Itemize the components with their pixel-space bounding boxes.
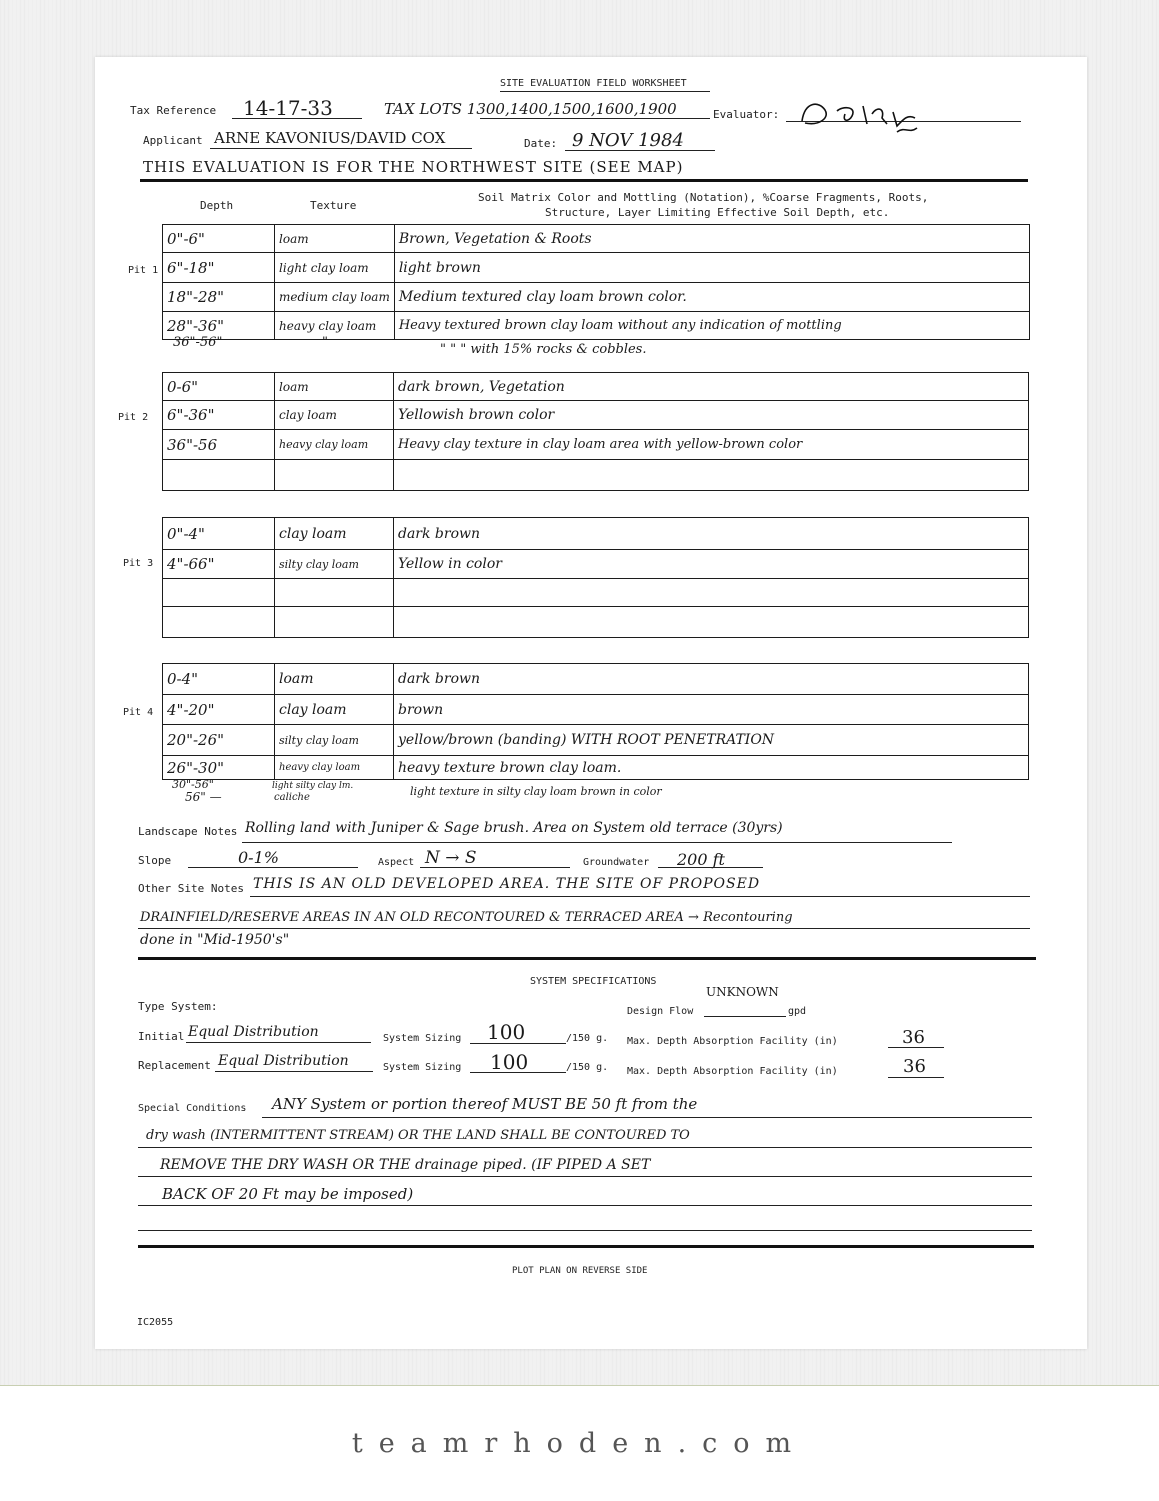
- slope-value: 0-1%: [238, 848, 279, 867]
- tax-reference-value: 14-17-33: [243, 96, 333, 120]
- pit-4-extra-depth-2: 56" —: [185, 790, 222, 804]
- applicant-value: ARNE KAVONIUS/DAVID COX: [214, 129, 446, 147]
- landscape-notes-value: Rolling land with Juniper & Sage brush. Area on System old terrace (30yrs): [245, 820, 783, 836]
- texture-cell: loam: [275, 225, 395, 253]
- other-site-notes-line-1: THIS IS AN OLD DEVELOPED AREA. THE SITE OF PROPOSED: [253, 876, 761, 892]
- table-row: [163, 401, 1029, 430]
- initial-sizing-unit: /150 g.: [566, 1033, 609, 1044]
- description-cell: yellow/brown (banding) WITH ROOT PENETRATION: [394, 725, 1029, 756]
- aspect-value: N → S: [425, 848, 477, 868]
- tax-lots-value: TAX LOTS 1300,1400,1500,1600,1900: [384, 100, 677, 118]
- depth-cell: 4"-66": [163, 550, 275, 579]
- table-row: [163, 225, 1030, 253]
- initial-sizing-value: 100: [487, 1020, 526, 1044]
- table-row: [163, 756, 1029, 780]
- initial-max-depth-label: Max. Depth Absorption Facility (in): [627, 1036, 838, 1047]
- footer-website[interactable]: teamrhoden.com: [351, 1428, 808, 1459]
- depth-cell: [163, 579, 275, 607]
- pit-3-label: Pit 3: [123, 558, 154, 569]
- texture-cell: loam: [275, 373, 394, 401]
- evaluator-signature: [797, 96, 947, 138]
- description-cell: Yellow in color: [394, 550, 1029, 579]
- description-cell: dark brown: [394, 518, 1029, 550]
- pit-4-extra-texture: light silty clay lm.: [272, 781, 354, 791]
- column-header-description-1: Soil Matrix Color and Mottling (Notation), %Coarse Fragments, Roots,: [478, 191, 929, 204]
- initial-value: Equal Distribution: [188, 1024, 319, 1040]
- depth-cell: 4"-20": [163, 695, 275, 725]
- special-conditions-label: Special Conditions: [138, 1103, 247, 1114]
- replacement-label: Replacement: [138, 1059, 211, 1072]
- table-row: [163, 312, 1030, 340]
- special-conditions-line-3: REMOVE THE DRY WASH OR THE drainage piped. (IF PIPED A SET: [160, 1157, 651, 1173]
- description-cell: [394, 460, 1029, 491]
- texture-cell: silty clay loam: [275, 550, 394, 579]
- texture-cell: heavy clay loam: [275, 430, 394, 460]
- other-site-notes-line-3: done in "Mid-1950's": [140, 932, 290, 948]
- description-cell: Yellowish brown color: [394, 401, 1029, 430]
- description-cell: heavy texture brown clay loam.: [394, 756, 1029, 780]
- texture-cell: heavy clay loam: [275, 756, 394, 780]
- pit-1-extra-description: " " " with 15% rocks & cobbles.: [440, 342, 647, 357]
- table-row: [163, 664, 1029, 695]
- pit-4-extra-depth: 30"-56": [172, 778, 214, 791]
- texture-cell: [275, 460, 394, 491]
- depth-cell: 28"-36": [163, 312, 275, 340]
- texture-cell: loam: [275, 664, 394, 695]
- design-flow-unit: gpd: [788, 1006, 807, 1017]
- depth-cell: [163, 460, 275, 491]
- special-conditions-line-2: dry wash (INTERMITTENT STREAM) OR THE LAND SHALL BE CONTOURED TO: [146, 1128, 690, 1143]
- description-cell: brown: [394, 695, 1029, 725]
- description-cell: [394, 607, 1029, 638]
- description-cell: dark brown: [394, 664, 1029, 695]
- tax-reference-label: Tax Reference: [130, 104, 217, 117]
- pit-4-label: Pit 4: [123, 707, 154, 718]
- description-cell: Brown, Vegetation & Roots: [394, 225, 1029, 253]
- description-cell: Medium textured clay loam brown color.: [394, 283, 1029, 312]
- pit-1-label: Pit 1: [128, 265, 159, 276]
- type-system-label: Type System:: [138, 1000, 218, 1013]
- depth-cell: 36"-56: [163, 430, 275, 460]
- texture-cell: [275, 607, 394, 638]
- texture-cell: clay loam: [275, 695, 394, 725]
- table-row: [163, 695, 1029, 725]
- description-cell: Heavy clay texture in clay loam area with yellow-brown color: [394, 430, 1029, 460]
- table-row: [163, 579, 1029, 607]
- date-value: 9 NOV 1984: [572, 130, 684, 151]
- table-row: [163, 550, 1029, 579]
- form-title: SITE EVALUATION FIELD WORKSHEET: [500, 78, 687, 89]
- pit-2-label: Pit 2: [118, 412, 149, 423]
- table-row: [163, 518, 1029, 550]
- evaluator-label: Evaluator:: [713, 108, 780, 121]
- replacement-max-depth-label: Max. Depth Absorption Facility (in): [627, 1066, 838, 1077]
- replacement-value: Equal Distribution: [218, 1053, 349, 1069]
- other-site-notes-label: Other Site Notes: [138, 882, 244, 895]
- column-header-description-2: Structure, Layer Limiting Effective Soil Depth, etc.: [545, 206, 890, 219]
- description-cell: dark brown, Vegetation: [394, 373, 1029, 401]
- table-row: [163, 430, 1029, 460]
- description-cell: Heavy textured brown clay loam without any indication of mottling: [394, 312, 1029, 340]
- depth-cell: 6"-18": [163, 253, 275, 283]
- column-header-depth: Depth: [200, 199, 234, 212]
- depth-cell: 0-6": [163, 373, 275, 401]
- pit-1-extra-texture: ": [322, 335, 328, 350]
- pit-1-extra-depth: 36"-56": [173, 335, 223, 350]
- replacement-sizing-value: 100: [490, 1050, 529, 1074]
- applicant-label: Applicant: [143, 134, 203, 147]
- replacement-sizing-label: System Sizing: [383, 1062, 462, 1073]
- depth-cell: 0"-4": [163, 518, 275, 550]
- depth-cell: 18"-28": [163, 283, 275, 312]
- replacement-max-depth-value: 36: [903, 1056, 926, 1077]
- depth-cell: 20"-26": [163, 725, 275, 756]
- pit-2-table: [162, 372, 1029, 491]
- table-row: [163, 283, 1030, 312]
- description-cell: light brown: [394, 253, 1029, 283]
- groundwater-value: 200 ft: [677, 850, 725, 869]
- pit-4-extra-texture-2: caliche: [274, 792, 310, 803]
- texture-cell: medium clay loam: [275, 283, 395, 312]
- texture-cell: [275, 579, 394, 607]
- groundwater-label: Groundwater: [583, 857, 650, 868]
- description-cell: [394, 579, 1029, 607]
- pit-4-extra-description: light texture in silty clay loam brown in color: [410, 785, 662, 798]
- texture-cell: silty clay loam: [275, 725, 394, 756]
- landscape-notes-label: Landscape Notes: [138, 825, 238, 838]
- texture-cell: light clay loam: [275, 253, 395, 283]
- table-row: [163, 460, 1029, 491]
- other-site-notes-line-2: DRAINFIELD/RESERVE AREAS IN AN OLD RECONTOURED & TERRACED AREA → Recontouring: [140, 910, 793, 925]
- pit-4-table: [162, 663, 1029, 780]
- replacement-sizing-unit: /150 g.: [566, 1062, 609, 1073]
- depth-cell: 0-4": [163, 664, 275, 695]
- texture-cell: clay loam: [275, 518, 394, 550]
- initial-label: Initial: [138, 1030, 185, 1043]
- pit-3-table: [162, 517, 1029, 638]
- column-header-texture: Texture: [310, 199, 357, 212]
- aspect-label: Aspect: [378, 857, 415, 868]
- design-flow-label: Design Flow: [627, 1006, 694, 1017]
- evaluation-note: THIS EVALUATION IS FOR THE NORTHWEST SITE (SEE MAP): [143, 158, 684, 176]
- initial-max-depth-value: 36: [902, 1027, 925, 1048]
- pit-1-table: [162, 224, 1030, 340]
- initial-sizing-label: System Sizing: [383, 1033, 462, 1044]
- special-conditions-line-1: ANY System or portion thereof MUST BE 50 ft from the: [272, 1095, 698, 1113]
- texture-cell: clay loam: [275, 401, 394, 430]
- texture-cell: heavy clay loam: [275, 312, 395, 340]
- slope-label: Slope: [138, 854, 172, 867]
- table-row: [163, 253, 1030, 283]
- design-flow-value: UNKNOWN: [706, 985, 779, 999]
- depth-cell: 0"-6": [163, 225, 275, 253]
- date-label: Date:: [524, 137, 558, 150]
- table-row: [163, 725, 1029, 756]
- depth-cell: [163, 607, 275, 638]
- depth-cell: 6"-36": [163, 401, 275, 430]
- special-conditions-line-4: BACK OF 20 Ft may be imposed): [162, 1185, 414, 1203]
- table-row: [163, 373, 1029, 401]
- plot-plan-note: PLOT PLAN ON REVERSE SIDE: [512, 1266, 648, 1276]
- table-row: [163, 607, 1029, 638]
- depth-cell: 26"-30": [163, 756, 275, 780]
- form-number: IC2055: [137, 1317, 174, 1328]
- system-specifications-heading: SYSTEM SPECIFICATIONS: [530, 976, 657, 987]
